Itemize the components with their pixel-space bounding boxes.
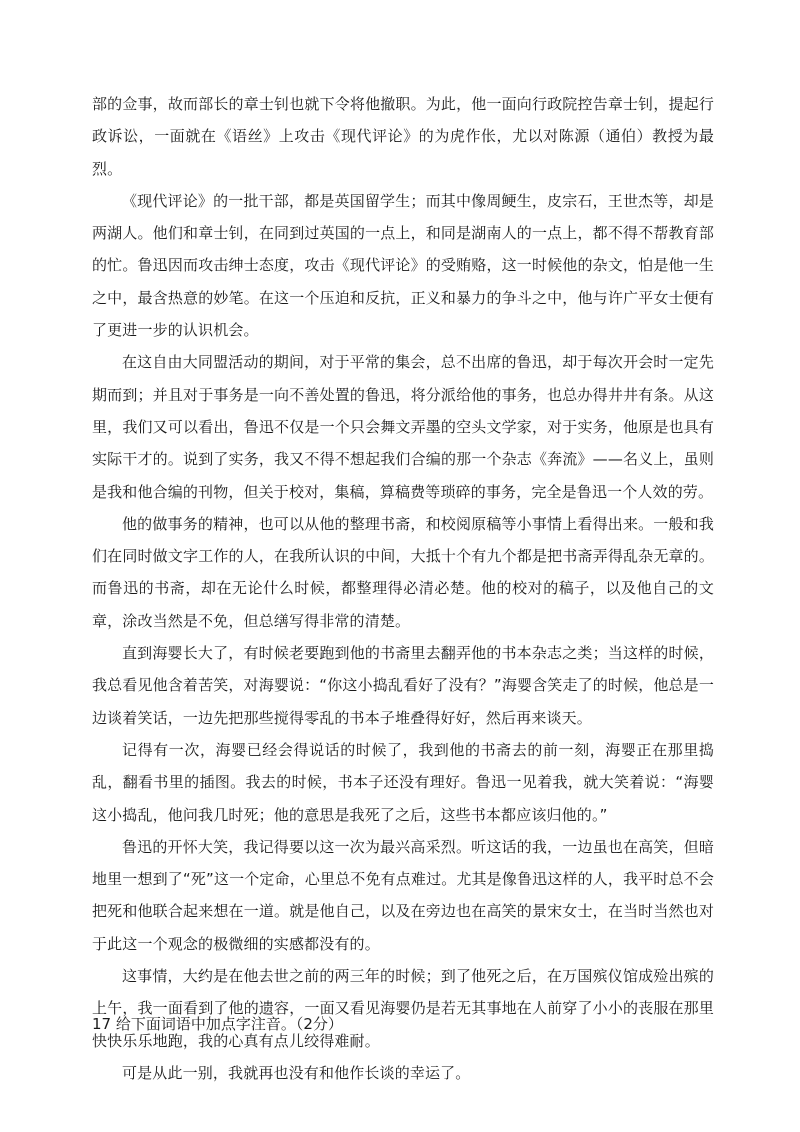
- paragraph-freedom-league: 在这自由大同盟活动的期间，对于平常的集会，总不出席的鲁迅，却于每次开会时一定先期而到；并且对于事务是一向不善处置的鲁迅，将分派给他的事务，也总办得井井有条。从这里，我们又可以看出，鲁迅不仅是一个只会舞文弄墨的空头文学家，对于实务，他原是也具有实际干才的。说到了实务，我又不得不想起我们合编的那一个杂志《奔流》——名义上，虽则是我和他合编的刊物，但关于校对，集稿，算稿费等琐碎的事务，完全是鲁迅一个人效的劳。: [92, 353, 714, 501]
- paragraph-modern-review: 《现代评论》的一批干部，都是英国留学生；而其中像周鲠生，皮宗石，王世杰等，却是两湖人。他们和章士钊，在同到过英国的一点上，和同是湖南人的一点上，都不得不帮教育部的忙。鲁迅因而攻击绅士态度，攻击《现代评论》的受贿赂，这一时候他的杂文，怕是他一生之中，最含热意的妙笔。在这一个压迫和反抗，正义和暴力的争斗之中，他与许广平女士便有了更进一步的认识机会。: [92, 191, 714, 340]
- paragraph-laughter: 鲁迅的开怀大笑，我记得要以这一次为最兴高采烈。听这话的我，一边虽也在高笑，但暗地里一想到了“死”这一个定命，心里总不免有点难过。尤其是像鲁迅这样的人，我平时总不会把死和他联合起来想在一道。就是他自己，以及在旁边也在高笑的景宋女士，在当时当然也对于此这一个观念的极微细的实感都没有的。: [92, 837, 714, 953]
- paragraph-continued: 部的佥事，故而部长的章士钊也就下令将他撤职。为此，他一面向行政院控告章士钊，提起行政诉讼，一面就在《语丝》上攻击《现代评论》的为虎作伥，尤以对陈源（通伯）教授为最烈。: [92, 95, 714, 178]
- paragraph-funeral: 这事情，大约是在他去世之前的两三年的时候；到了他死之后，在万国殡仪馆成殓出殡的上午，我一面看到了他的遗容，一面又看见海婴仍是若无其事地在人前穿了小小的丧服在那里快快乐乐地跑，我的心真有点儿绞得难耐。: [92, 967, 714, 1050]
- paragraph-farewell: 可是从此一别，我就再也没有和他作长谈的幸运了。: [122, 1063, 471, 1082]
- question-17: 17 给下面词语中加点字注音。（2分）: [92, 1015, 343, 1033]
- paragraph-haiying-grown: 直到海婴长大了，有时候老要跑到他的书斋里去翻弄他的书本杂志之类；当这样的时候，我总看见他含着苦笑，对海婴说：“你这小捣乱看好了没有？”海婴含笑走了的时候，他总是一边谈着笑话，一边先把那些搅得零乱的书本子堆叠得好好，然后再来谈天。: [92, 644, 714, 727]
- paragraph-haiying-question: 记得有一次，海婴已经会得说话的时候了，我到他的书斋去的前一刻，海婴正在那里捣乱，翻看书里的插图。我去的时候，书本子还没有理好。鲁迅一见着我，就大笑着说：“海婴这小捣乱，他问我几时死；他的意思是我死了之后，这些书本都应该归他的。”: [92, 740, 714, 824]
- article-body: [92, 88, 714, 1089]
- paragraph-study-room: 他的做事务的精神，也可以从他的整理书斋，和校阅原稿等小事情上看得出来。一般和我们在同时做文字工作的人，在我所认识的中间，大抵十个有九个都是把书斋弄得乱杂无章的。而鲁迅的书斋，却在无论什么时候，都整理得必清必楚。他的校对的稿子，以及他自己的文章，涂改当然是不免，但总缮写得非常的清楚。: [92, 514, 714, 630]
